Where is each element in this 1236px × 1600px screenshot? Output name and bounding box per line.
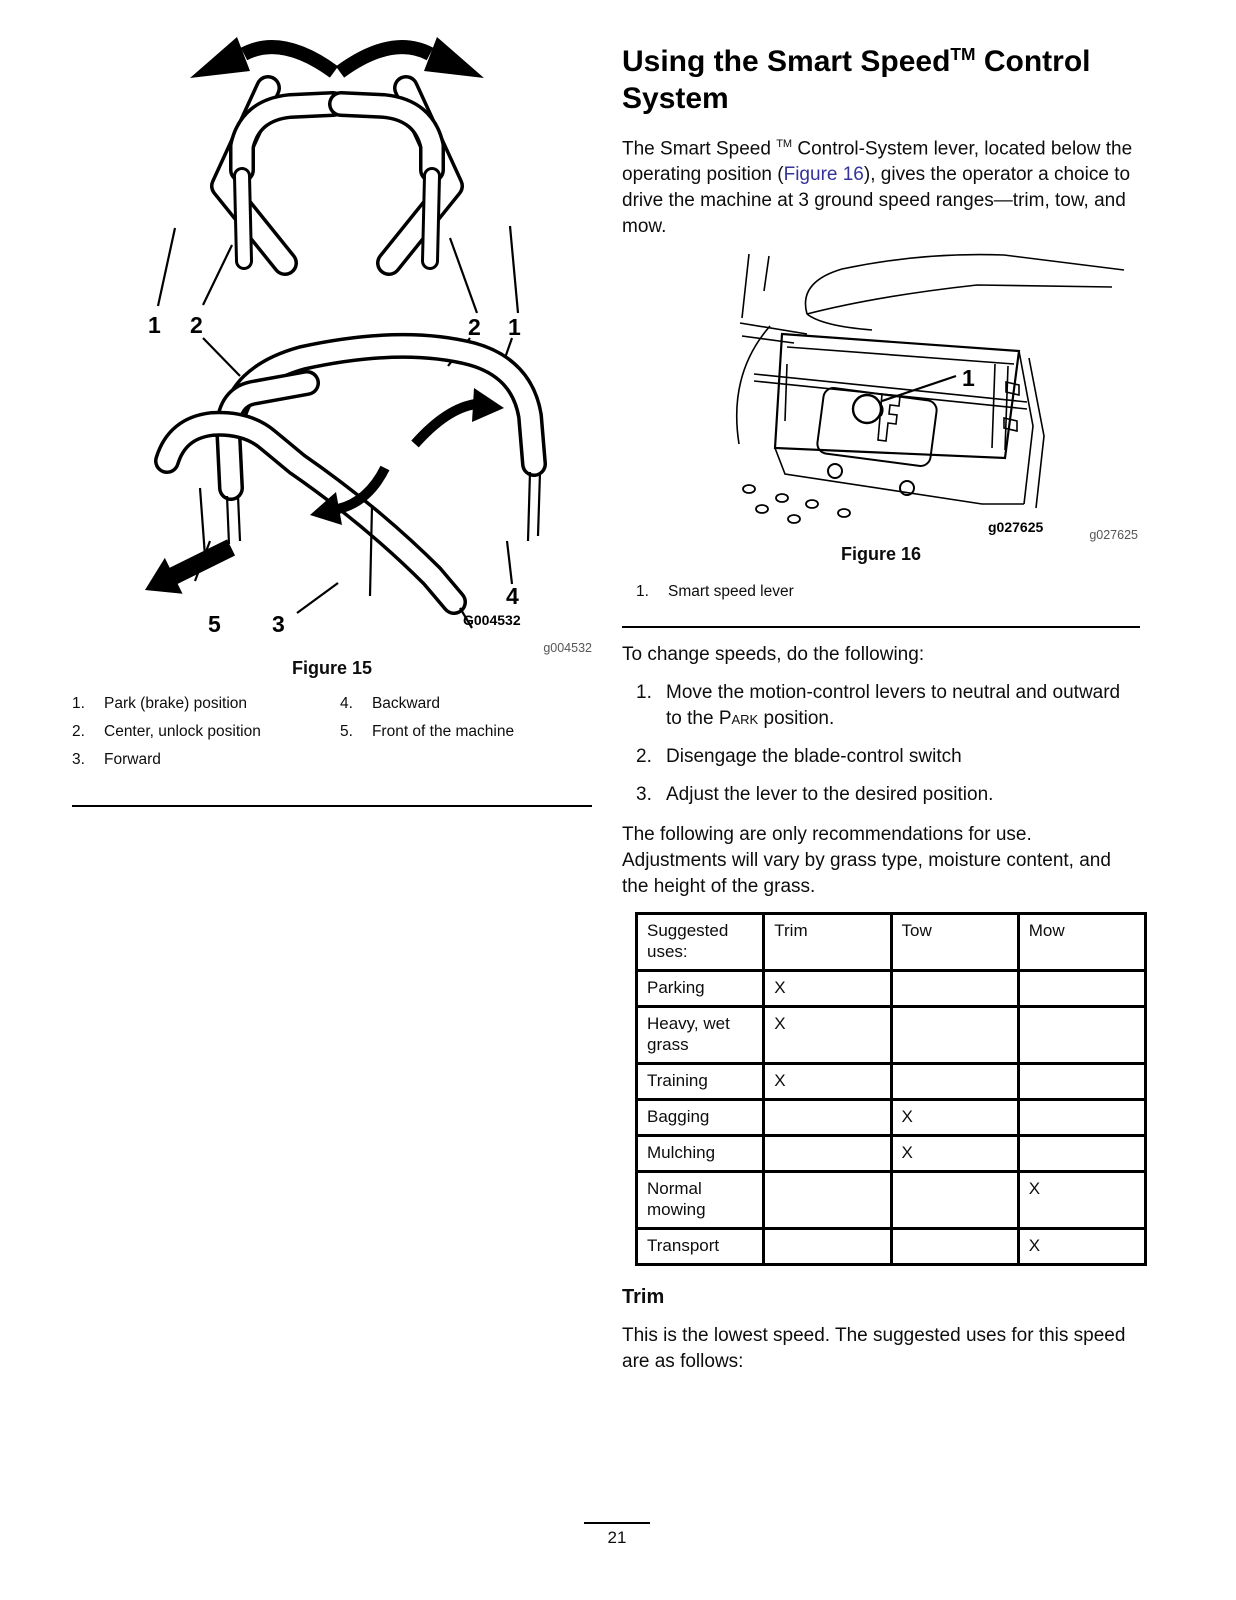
table-row: Bagging X: [637, 1100, 1146, 1136]
lever-assembly-perspective: [167, 346, 540, 628]
callout-1-right: 1: [508, 314, 521, 340]
page-title: Using the Smart Speed™ Control System: [622, 44, 1091, 115]
table-row: Parking X: [637, 971, 1146, 1007]
bolt-icons: [743, 485, 850, 523]
right-column: [622, 36, 1140, 1375]
trademark-sup: TM: [950, 44, 976, 64]
suggested-uses-table: [635, 912, 1147, 1266]
smallcaps-park: Park: [718, 708, 759, 730]
table-row: Normal mowing X: [637, 1172, 1146, 1229]
curved-arrow-outward-right-icon: [340, 37, 484, 78]
legend-item: 2. Center, unlock position: [72, 723, 261, 740]
table-row: Transport X: [637, 1229, 1146, 1265]
table-row: Training X: [637, 1064, 1146, 1100]
callout-1-left: 1: [148, 312, 161, 338]
page-number: 21: [584, 1522, 650, 1548]
curved-arrow-backward-icon: [415, 388, 504, 444]
smart-speed-lever: [853, 394, 900, 441]
figure-16-code-outer: g027625: [1089, 528, 1138, 543]
figure-16-diagram: [692, 246, 1152, 542]
callout-3: 3: [272, 611, 285, 637]
callout-1: 1: [962, 365, 975, 392]
left-column: [72, 36, 592, 807]
figure-15-code-outer: g004532: [543, 641, 592, 655]
trim-heading: Trim: [622, 1286, 665, 1309]
figure-15-legend: [72, 693, 592, 777]
column-header: Tow: [891, 914, 1018, 971]
legend-item: 1. Smart speed lever: [636, 583, 794, 601]
divider: [72, 805, 592, 807]
curved-arrow-outward-left-icon: [190, 37, 334, 78]
callout-4: 4: [506, 583, 519, 609]
column-header: Mow: [1018, 914, 1145, 971]
machine-body-outline: [737, 254, 1124, 444]
control-panel: [754, 334, 1044, 508]
callout-2-right: 2: [468, 314, 481, 340]
list-item: 1. Move the motion-control levers to neutral and outward to the Park position.: [636, 682, 1121, 730]
trademark-sup: TM: [776, 138, 793, 150]
figure-15-diagram: [72, 36, 592, 656]
figure-15-code-inner: G004532: [463, 612, 521, 628]
procedure-steps: [622, 680, 1140, 808]
front-direction-arrow-icon: [136, 530, 240, 608]
list-item: 2. Disengage the blade-control switch: [636, 746, 962, 768]
figure-16-caption: Figure 16: [840, 544, 922, 565]
procedure-intro: To change speeds, do the following:: [622, 644, 925, 666]
callout-5: 5: [208, 611, 221, 637]
figure-16-link[interactable]: Figure 16: [783, 164, 864, 186]
column-header: Suggested uses:: [637, 914, 764, 971]
figure-16-code-inner: g027625: [988, 519, 1044, 536]
legend-item: 1. Park (brake) position: [72, 695, 248, 712]
table-row: Mulching X: [637, 1136, 1146, 1172]
legend-item: 4. Backward: [339, 695, 441, 712]
column-header: Trim: [764, 914, 891, 971]
list-item: 3. Adjust the lever to the desired position.: [636, 784, 994, 806]
table-header-row: [637, 914, 1146, 971]
callout-2-left: 2: [190, 312, 203, 338]
table-row: Heavy, wet grass X: [637, 1007, 1146, 1064]
divider: [622, 626, 1140, 628]
trim-paragraph: This is the lowest speed. The suggested uses for this speed are as follows:: [622, 1325, 1126, 1373]
figure-16-legend: [622, 581, 1140, 602]
intro-paragraph: The Smart Speed ™ Control-System lever, located below the operating position (Figure 16), gives the operator a choice to drive the machine at 3 ground speed ranges—trim, tow, and mow.: [622, 138, 1133, 238]
recommendation-note: The following are only recommendations for use. Adjustments will vary by grass type, moisture content, and the height of the grass.: [622, 824, 1111, 898]
legend-item: 5. Front of the machine: [339, 723, 515, 740]
legend-item: 3. Forward: [72, 751, 161, 768]
figure-15-caption: Figure 15: [291, 658, 373, 678]
